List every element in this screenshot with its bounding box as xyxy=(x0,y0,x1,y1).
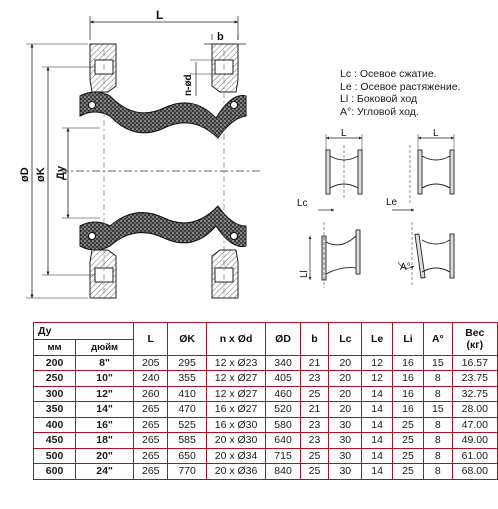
spec-table xyxy=(33,322,498,480)
cell-inch: 8" xyxy=(76,355,134,371)
legend-item-angle: A°: Угловой ход. xyxy=(340,105,419,118)
cell-D: 840 xyxy=(266,464,300,480)
cell-li: 25 xyxy=(392,417,423,433)
main-section-view xyxy=(26,16,260,298)
cell-D: 405 xyxy=(266,371,300,387)
mini-extension-view xyxy=(392,134,454,210)
header-lc: Lc xyxy=(329,323,362,356)
cell-b: 25 xyxy=(300,386,328,402)
mini-L1-label: L xyxy=(341,128,347,139)
cell-b: 25 xyxy=(300,448,328,464)
cell-mm: 250 xyxy=(34,371,76,387)
header-D: ØD xyxy=(266,323,300,356)
cell-w: 28.00 xyxy=(452,402,497,418)
cell-li: 25 xyxy=(392,464,423,480)
cell-w: 16.57 xyxy=(452,355,497,371)
table-row xyxy=(34,371,498,387)
cell-le: 14 xyxy=(362,433,392,449)
cell-mm: 200 xyxy=(34,355,76,371)
cell-inch: 16" xyxy=(76,417,134,433)
cell-K: 585 xyxy=(168,433,206,449)
mini-lateral-view xyxy=(310,222,360,288)
cell-inch: 14" xyxy=(76,402,134,418)
dim-b-label: b xyxy=(217,31,224,43)
cell-mm: 400 xyxy=(34,417,76,433)
mini-angular-view xyxy=(398,222,454,286)
cell-le: 14 xyxy=(362,402,392,418)
cell-nd: 12 x Ø27 xyxy=(206,386,266,402)
cell-w: 68.00 xyxy=(452,464,497,480)
cell-inch: 10" xyxy=(76,371,134,387)
cell-lc: 30 xyxy=(329,417,362,433)
cell-lc: 20 xyxy=(329,371,362,387)
mini-angle-label: A° xyxy=(400,262,411,273)
dim-Du-label: Ду xyxy=(55,165,67,180)
mini-Le-label: Le xyxy=(386,197,398,208)
legend-item-le: Le : Осевое растяжение. xyxy=(340,80,461,93)
cell-li: 16 xyxy=(392,355,423,371)
cell-a: 15 xyxy=(424,402,452,418)
cell-le: 14 xyxy=(362,464,392,480)
cell-D: 580 xyxy=(266,417,300,433)
legend-item-lc: Lc : Осевое сжатие. xyxy=(340,68,437,80)
table-row xyxy=(34,448,498,464)
cell-b: 23 xyxy=(300,371,328,387)
cell-inch: 20" xyxy=(76,448,134,464)
cell-L: 205 xyxy=(134,355,168,371)
cell-L: 265 xyxy=(134,464,168,480)
table-row xyxy=(34,433,498,449)
legend xyxy=(340,68,460,118)
cell-le: 14 xyxy=(362,417,392,433)
cell-w: 61.00 xyxy=(452,448,497,464)
header-weight-label: Вес xyxy=(465,326,485,339)
header-weight xyxy=(452,323,497,356)
cell-a: 8 xyxy=(424,371,452,387)
mini-Ll-label: Ll xyxy=(299,270,310,278)
cell-b: 23 xyxy=(300,417,328,433)
header-li: Li xyxy=(392,323,423,356)
table-header-row xyxy=(34,323,498,340)
top-rubber-body xyxy=(80,92,246,138)
header-du: Ду xyxy=(34,323,134,340)
cell-D: 715 xyxy=(266,448,300,464)
cell-D: 460 xyxy=(266,386,300,402)
cell-nd: 20 x Ø34 xyxy=(206,448,266,464)
dim-nd-label: n-ød xyxy=(183,74,194,96)
cell-lc: 20 xyxy=(329,386,362,402)
cell-b: 23 xyxy=(300,433,328,449)
cell-li: 16 xyxy=(392,386,423,402)
cell-le: 12 xyxy=(362,371,392,387)
cell-li: 25 xyxy=(392,448,423,464)
cell-b: 21 xyxy=(300,402,328,418)
cell-lc: 20 xyxy=(329,355,362,371)
cell-nd: 16 x Ø30 xyxy=(206,417,266,433)
header-le: Le xyxy=(362,323,392,356)
cell-mm: 450 xyxy=(34,433,76,449)
cell-L: 265 xyxy=(134,448,168,464)
cell-nd: 20 x Ø36 xyxy=(206,464,266,480)
cell-K: 770 xyxy=(168,464,206,480)
cell-w: 47.00 xyxy=(452,417,497,433)
cell-K: 295 xyxy=(168,355,206,371)
cell-D: 340 xyxy=(266,355,300,371)
table-row xyxy=(34,402,498,418)
table-row xyxy=(34,386,498,402)
cell-inch: 18" xyxy=(76,433,134,449)
cell-le: 12 xyxy=(362,355,392,371)
cell-lc: 30 xyxy=(329,433,362,449)
cell-K: 470 xyxy=(168,402,206,418)
dim-L-label: L xyxy=(156,8,164,22)
table-row xyxy=(34,464,498,480)
cell-L: 265 xyxy=(134,402,168,418)
header-L: L xyxy=(134,323,168,356)
header-b: b xyxy=(300,323,328,356)
cell-a: 8 xyxy=(424,448,452,464)
cell-a: 8 xyxy=(424,433,452,449)
cell-nd: 12 x Ø23 xyxy=(206,355,266,371)
cell-mm: 500 xyxy=(34,448,76,464)
header-mm: мм xyxy=(34,340,76,356)
cell-mm: 600 xyxy=(34,464,76,480)
cell-L: 260 xyxy=(134,386,168,402)
cell-L: 240 xyxy=(134,371,168,387)
cell-a: 8 xyxy=(424,386,452,402)
cell-a: 8 xyxy=(424,464,452,480)
cell-K: 410 xyxy=(168,386,206,402)
dim-D-label: øD xyxy=(19,167,31,182)
cell-li: 25 xyxy=(392,433,423,449)
cell-L: 265 xyxy=(134,433,168,449)
mini-compression-view xyxy=(318,134,362,210)
cell-mm: 350 xyxy=(34,402,76,418)
cell-w: 49.00 xyxy=(452,433,497,449)
table-row xyxy=(34,355,498,371)
header-inch: дюйм xyxy=(76,340,134,356)
dim-K-label: øK xyxy=(35,167,47,182)
cell-li: 16 xyxy=(392,402,423,418)
header-nd: n x Ød xyxy=(206,323,266,356)
cell-inch: 24" xyxy=(76,464,134,480)
legend-item-ll: Ll : Боковой ход xyxy=(340,93,418,105)
cell-le: 14 xyxy=(362,386,392,402)
cell-lc: 30 xyxy=(329,464,362,480)
cell-K: 650 xyxy=(168,448,206,464)
cell-D: 640 xyxy=(266,433,300,449)
bottom-rubber-body xyxy=(80,206,246,250)
cell-nd: 20 x Ø30 xyxy=(206,433,266,449)
cell-w: 23.75 xyxy=(452,371,497,387)
cell-lc: 20 xyxy=(329,402,362,418)
mini-Lc-label: Lc xyxy=(297,198,308,209)
cell-D: 520 xyxy=(266,402,300,418)
cell-nd: 12 x Ø27 xyxy=(206,371,266,387)
cell-a: 8 xyxy=(424,417,452,433)
cell-w: 32.75 xyxy=(452,386,497,402)
cell-L: 265 xyxy=(134,417,168,433)
cell-mm: 300 xyxy=(34,386,76,402)
cell-nd: 16 x Ø27 xyxy=(206,402,266,418)
cell-K: 525 xyxy=(168,417,206,433)
table-row xyxy=(34,417,498,433)
header-weight-unit: (кг) xyxy=(466,338,484,351)
cell-le: 14 xyxy=(362,448,392,464)
cell-lc: 30 xyxy=(329,448,362,464)
cell-b: 25 xyxy=(300,464,328,480)
table-body xyxy=(34,355,498,479)
cell-K: 355 xyxy=(168,371,206,387)
cell-b: 21 xyxy=(300,355,328,371)
cell-inch: 12" xyxy=(76,386,134,402)
cell-li: 16 xyxy=(392,371,423,387)
header-angle: A° xyxy=(424,323,452,356)
mini-L2-label: L xyxy=(433,128,439,139)
cell-a: 15 xyxy=(424,355,452,371)
header-K: ØK xyxy=(168,323,206,356)
